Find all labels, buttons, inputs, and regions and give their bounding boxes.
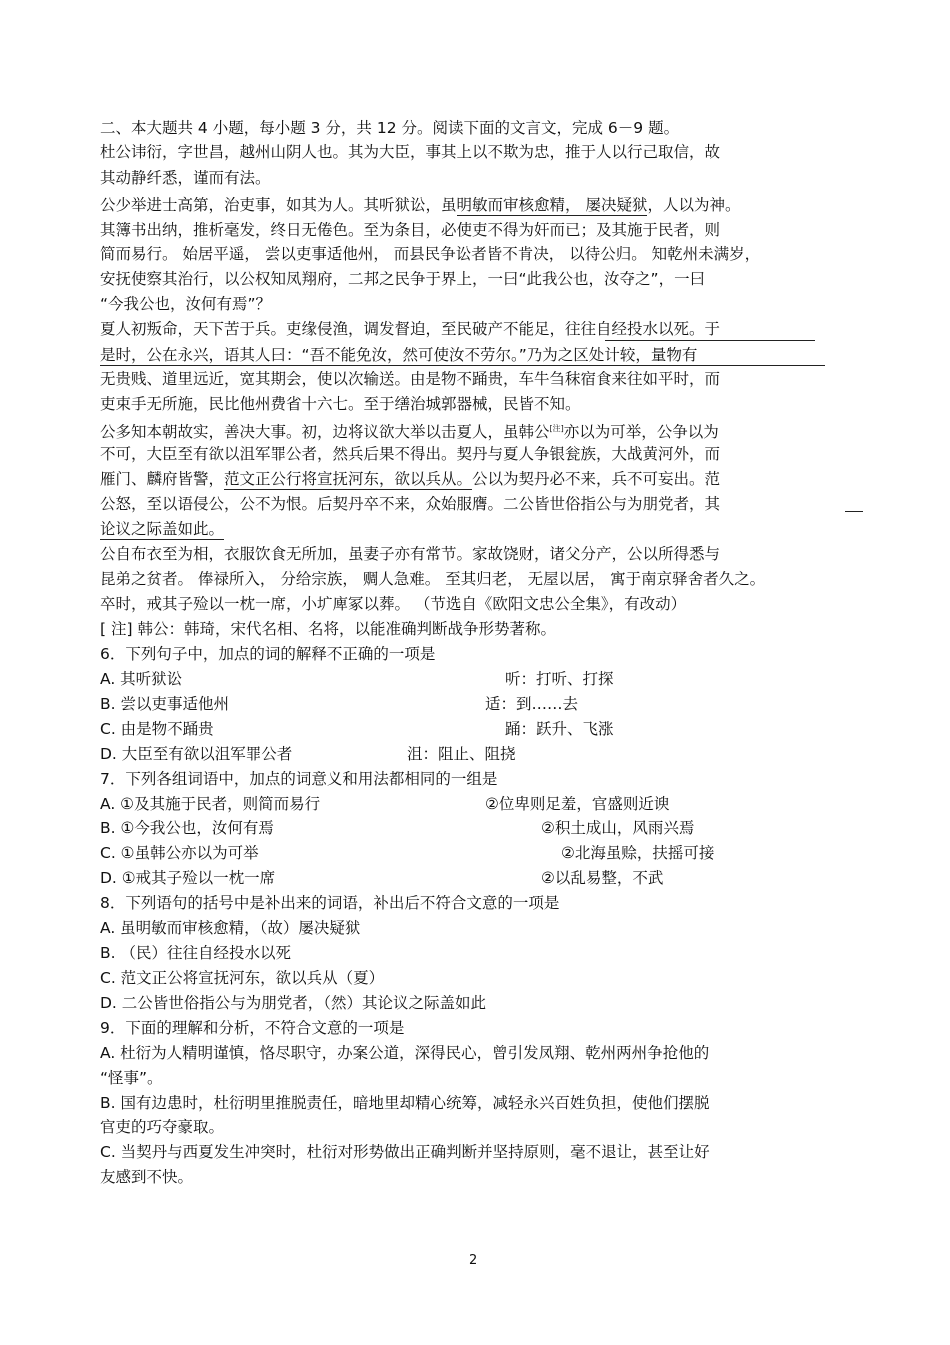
question-stem: 7．下列各组词语中，加点的词意义和用法都相同的一组是: [100, 770, 498, 788]
option-b-gloss: 适：到……去: [485, 695, 579, 713]
passage-line: 不可，大臣至有欲以沮军罪公者，然兵后果不得出。契丹与夏人争银瓮族，大战黄河外，而: [100, 445, 721, 463]
passage-line: 安抚使察其治行，以公权知凤翔府，二邦之民争于界上，一曰“此我公也，汝夺之”，一曰: [100, 270, 706, 288]
footnote: [ 注] 韩公：韩琦，宋代名相、名将，以能准确判断战争形势著称。: [100, 620, 556, 638]
option-d-gloss: 沮：阻止、阻挠: [407, 745, 516, 763]
option-a: A. 虽明敏而审核愈精，（故）屡决疑狱: [100, 919, 361, 937]
passage-line: 杜公讳衍，字世昌，越州山阴人也。其为大臣，事其上以不欺为忠，推于人以行己取信，故: [100, 143, 721, 161]
option-b-right: ②积土成山，风雨兴焉: [541, 819, 695, 837]
passage-line: 公自布衣至为相，衣服饮食无所加，虽妻子亦有常节。家故饶财，诸父分产，公以所得悉与: [100, 545, 721, 563]
passage-line: 夏人初叛命，天下苦于兵。吏缘侵渔，调发督迫，至民破产不能足，往往自经投水以死。于: [100, 320, 721, 338]
passage-line: 无贵贱、道里远近，宽其期会，使以次输送。由是物不踊贵，车牛刍秣宿食来往如平时，而: [100, 370, 721, 388]
section-header: 二、本大题共 4 小题，每小题 3 分，共 12 分。阅读下面的文言文，完成 6－9 题。: [100, 119, 680, 137]
passage-line: [100, 195, 740, 215]
passage-line: 是时，公在永兴，语其人曰：“吾不能免汝，然可使汝不劳尔。”乃为之区处计较，量物有: [100, 346, 698, 364]
passage-line: 卒时，戒其子殓以一枕一席，小圹庳冢以葬。 （节选自《欧阳文忠公全集》，有改动）: [100, 595, 687, 613]
option-c: C. 由是物不踊贵: [100, 720, 214, 738]
underline-mark: [100, 365, 825, 366]
passage-line: [100, 519, 224, 539]
underlined-sentence: 明敏而审核愈精， 屡决疑狱: [456, 196, 648, 214]
option-a-gloss: 听：打听、打探: [505, 670, 614, 688]
passage-line: 吏束手无所施，民比他州费省十六七。至于缮治城郭器械，民皆不知。: [100, 395, 581, 413]
option-a: A. ①及其施于民者，则简而易行: [100, 795, 321, 813]
option-b: B. 尝以吏事适他州: [100, 695, 229, 713]
question-stem: 6．下列句子中，加点的词的解释不正确的一项是: [100, 645, 436, 663]
passage-text: 公少举进士高第，治吏事，如其为人。其听狱讼，虽: [100, 196, 457, 214]
passage-line: “今我公也，汝何有焉”？: [100, 295, 272, 313]
passage-line: [100, 469, 720, 489]
passage-line: 其簿书出纳，推析毫发，终日无倦色。至为条目，必使吏不得为奸而已；及其施于民者，则: [100, 221, 721, 239]
option-a-cont: “怪事”。: [100, 1069, 163, 1087]
option-c-right: ②北海虽赊，扶摇可接: [561, 844, 715, 862]
passage-text: 公多知本朝故实，善决大事。初，边将议欲大举以击夏人，虽韩公: [100, 423, 550, 442]
option-c: C. ①虽韩公亦以为可举: [100, 844, 259, 862]
option-b: B. ①今我公也，汝何有焉: [100, 819, 274, 837]
underline-mark: [845, 511, 863, 512]
passage-text: 雁门、麟府皆警，: [100, 470, 225, 488]
option-a: A. 其听狱讼: [100, 670, 183, 688]
option-b-cont: 官吏的巧夺豪取。: [100, 1118, 225, 1136]
option-d: D. 大臣至有欲以沮军罪公者: [100, 745, 293, 763]
passage-text: ，人以为神。: [647, 196, 741, 214]
option-d: D. ①戒其子殓以一枕一席: [100, 869, 276, 887]
option-a-right: ②位卑则足羞，官盛则近谀: [485, 795, 670, 813]
passage-text: 公以为契丹必不来，兵不可妄出。范: [472, 470, 721, 488]
option-a: A. 杜衍为人精明谨慎，恪尽职守，办案公道，深得民心，曾引发凤翔、乾州两州争抢他的: [100, 1044, 710, 1062]
passage-line: 昆弟之贫者。 俸禄所入， 分给宗族， 赒人急难。 至其归老， 无屋以居， 寓于南京驿舍者久之。: [100, 570, 766, 588]
option-b: B. 国有边患时，杜衍明里推脱责任，暗地里却精心统筹，减轻永兴百姓负担，使他们摆脱: [100, 1094, 710, 1112]
passage-line: 其动静纤悉，谨而有法。: [100, 169, 271, 187]
question-stem: 9．下面的理解和分析，不符合文意的一项是: [100, 1019, 405, 1037]
option-c-cont: 友感到不快。: [100, 1168, 194, 1186]
option-b: B. （民）往往自经投水以死: [100, 944, 291, 962]
option-c: C. 当契丹与西夏发生冲突时，杜衍对形势做出正确判断并坚持原则，毫不退让，甚至让好: [100, 1143, 710, 1161]
underlined-sentence: 范文正公行将宣抚河东，欲以兵从。: [224, 470, 473, 488]
underline-mark: [605, 340, 815, 341]
passage-line: [100, 419, 719, 442]
passage-line: 公怒，至以语侵公，公不为恨。后契丹卒不来，众始服膺。二公皆世俗指公与为朋党者，其: [100, 495, 721, 513]
page-number: 2: [469, 1253, 478, 1268]
passage-line: 简而易行。 始居平遥， 尝以吏事适他州， 而县民争讼者皆不肯决， 以待公归。 知乾州未满岁，: [100, 245, 761, 263]
option-c-gloss: 踊：跃升、飞涨: [505, 720, 614, 738]
passage-text: 亦以为可举，公争以为: [563, 423, 719, 442]
question-stem: 8．下列语句的括号中是补出来的词语，补出后不符合文意的一项是: [100, 894, 560, 912]
footnote-mark: [注]: [549, 424, 564, 433]
option-d-right: ②以乱易整，不武: [541, 869, 664, 887]
option-c: C. 范文正公将宣抚河东，欲以兵从（夏）: [100, 969, 385, 987]
underlined-sentence: 论议之际盖如此。: [100, 520, 225, 538]
option-d: D. 二公皆世俗指公与为朋党者，（然）其论议之际盖如此: [100, 994, 487, 1012]
